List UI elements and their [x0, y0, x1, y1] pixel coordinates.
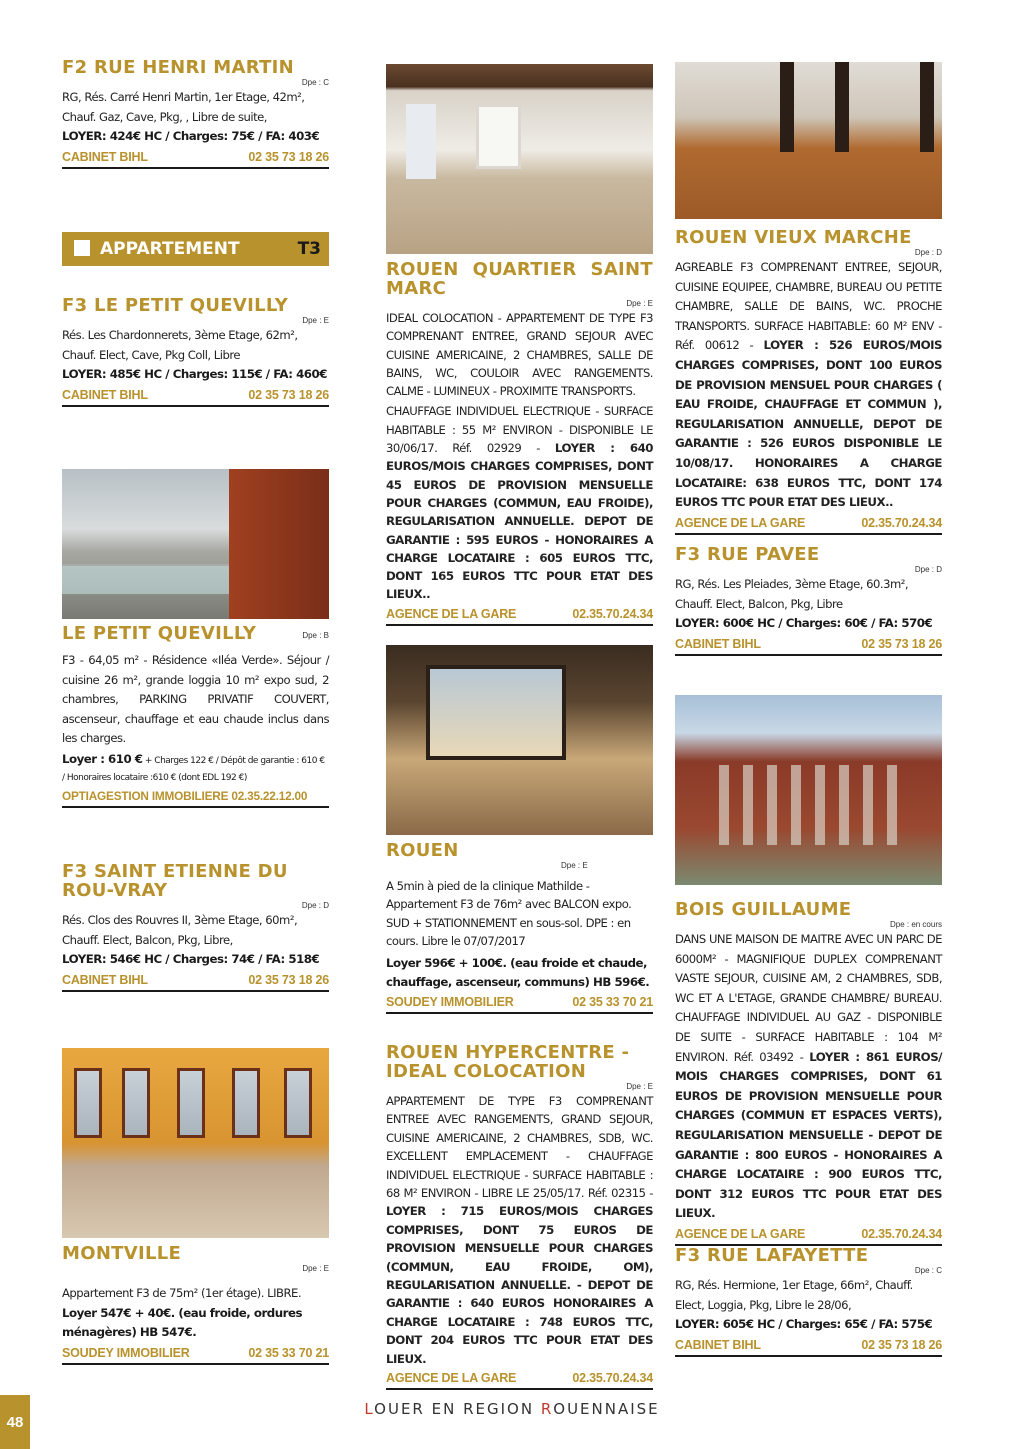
dpe-label: Dpe : E: [626, 299, 653, 308]
listing-price: LOYER : 715 EUROS/MOIS CHARGES COMPRISES, DONT 75 EUROS DE PROVISION MENSUELLE POUR CHARGES (COMMUN, EAU FROIDE, OM), REGULARISATION ANNUELLE. - DEPOT DE GARANTIE : 640 EUROS HONORAIRES A CHARGE LOCATAIRE : 748 EUROS TTC, DONT 204 EUROS TTC POUR ETAT DES LIEUX.: [386, 1204, 653, 1366]
listing-title: F3 RUE LAFAYETTE: [675, 1245, 869, 1266]
listing-price: LOYER: 546€ HC / Charges: 74€ / FA: 518€: [62, 952, 320, 967]
photo-window: [284, 1068, 312, 1138]
agency-name: AGENCE DE LA GARE: [675, 1226, 806, 1241]
dpe-label: Dpe : D: [914, 248, 942, 257]
agency-name: CABINET BIHL: [675, 636, 761, 651]
listing-bois-guillaume: [675, 900, 942, 1246]
photo-railing: [62, 564, 232, 594]
photo-window: [122, 1068, 150, 1138]
listing-description: IDEAL COLOCATION - APPARTEMENT DE TYPE F3 COMPRENANT ENTREE, GRAND SEJOUR AVEC CUISINE AMERICAINE, 2 CHAMBRES, SALLE DE BAINS, WC, COULOIR AVEC RANGEMENTS. CALME - LUMINEUX - PROXIMITE TRANSPORTS.: [386, 311, 653, 399]
dpe-label: Dpe : E: [561, 861, 588, 870]
footer-initial-l: L: [364, 1400, 375, 1418]
listing-description: RG, Rés. Carré Henri Martin, 1er Etage, 42m², Chauf. Gaz, Cave, Pkg, , Libre de suite,: [62, 90, 305, 124]
photo-window: [426, 665, 566, 760]
dpe-label: Dpe : D: [914, 565, 942, 574]
listing-description: RG, Rés. Hermione, 1er Etage, 66m², Chauff. Elect, Loggia, Pkg, Libre le 28/06,: [675, 1278, 913, 1312]
photo-window: [476, 104, 521, 169]
listing-contact: [62, 788, 329, 808]
listing-title: MONTVILLE: [62, 1243, 182, 1264]
listing-price: LOYER: 424€ HC / Charges: 75€ / FA: 403€: [62, 129, 320, 144]
agency-phone: 02 35 73 18 26: [248, 972, 329, 987]
listing-price: Loyer 596€ + 100€. (eau froide et chaude, chauffage, ascenseur, communs) HB 596€.: [386, 956, 650, 990]
listing-f3-rue-lafayette: [675, 1246, 942, 1357]
listing-title: ROUEN: [386, 840, 459, 861]
listing-description: Rés. Clos des Rouvres II, 3ème Etage, 60m², Chauff. Elect, Balcon, Pkg, Libre,: [62, 913, 298, 947]
page-number: 48: [0, 1395, 30, 1449]
dpe-label: Dpe : D: [301, 901, 329, 910]
photo-beam: [920, 62, 934, 152]
agency-phone: 02.35.70.24.34: [861, 1226, 942, 1241]
agency-phone: 02.35.70.24.34: [572, 606, 653, 621]
listing-rouen-saint-marc: [386, 260, 653, 626]
listing-description: Appartement F3 de 75m² (1er étage). LIBRE.: [62, 1286, 302, 1300]
listing-f3-rue-pavee: [675, 545, 942, 656]
section-type: T3: [297, 239, 321, 259]
footer-initial-r: R: [540, 1400, 554, 1418]
dpe-label: Dpe : B: [302, 631, 329, 640]
listing-description-2: [386, 402, 653, 603]
price-details: + Charges 122 € / Dépôt de garantie : 610 € / Honoraires locataire :610 € (dont EDL 192 €): [62, 755, 325, 783]
agency-name: CABINET BIHL: [62, 972, 148, 987]
description-text: AGREABLE F3 COMPRENANT ENTREE, SEJOUR, CUISINE EQUIPEE, CHAMBRE, BUREAU OU PETITE CHAMBRE, SALLE DE BAINS, WC. PROCHE TRANSPORTS. SURFACE HABITABLE: 60 M² ENV - Réf. 00612 -: [675, 260, 942, 353]
agency-phone: 02 35 73 18 26: [861, 1337, 942, 1352]
listing-price: LOYER: 600€ HC / Charges: 60€ / FA: 570€: [675, 616, 933, 631]
listing-contact: [62, 387, 329, 407]
listing-montville: [62, 1244, 329, 1365]
listing-rouen-vieux-marche: [675, 228, 942, 535]
dpe-label: Dpe : C: [914, 1266, 942, 1275]
dpe-label: Dpe : en cours: [889, 920, 942, 929]
agency-phone: 02.35.70.24.34: [861, 515, 942, 530]
agency-name: OPTIAGESTION IMMOBILIERE 02.35.22.12.00: [62, 788, 308, 803]
section-bar: [62, 232, 329, 266]
square-icon: [74, 240, 90, 256]
agency-phone: 02 35 73 18 26: [248, 387, 329, 402]
listing-contact: [62, 972, 329, 992]
listing-description: F3 - 64,05 m² - Résidence «Iléa Verde». Séjour / cuisine 26 m², grande loggia 10 m² expo sud, 2 chambres, PARKING PRIVATIF COUVERT, ascenseur, chauffage et eau chaude inclus dans les charges.: [62, 653, 329, 746]
listing-price: [62, 752, 329, 786]
agency-phone: 02 35 73 18 26: [248, 149, 329, 164]
listing-price: LOYER : 526 EUROS/MOIS CHARGES COMPRISES, DONT 100 EUROS DE PROVISION MENSUEL POUR CHARGES ( EAU FROIDE, CHAUFFAGE ET COMMUN ), REGULARISATION ANNUELLE, DEPOT DE GARANTIE : 526 EUROS DISPONIBLE LE 10/08/17. HONORAIRES A CHARGE LOCATAIRE: 638 EUROS TTC, DONT 174 EUROS TTC POUR ETAT DES LIEUX..: [675, 338, 943, 510]
listing-price: LOYER : 861 EUROS/ MOIS CHARGES COMPRISES, DONT 61 EUROS DE PROVISION MENSUELLE POUR CHARGES (COMMUN ET ESPACES VERTS), REGULARISATION MENSUELLE - DEPOT DE GARANTIE : 800 EUROS - HONORAIRES A CHARGE LOCATAIRE : 900 EUROS TTC, DONT 312 EUROS TTC POUR ETAT DES LIEUX.: [675, 1049, 942, 1221]
agency-name: SOUDEY IMMOBILIER: [62, 1345, 190, 1360]
listing-description: Rés. Les Chardonnerets, 3ème Etage, 62m², Chauf. Elect, Cave, Pkg Coll, Libre: [62, 328, 298, 362]
agency-name: AGENCE DE LA GARE: [386, 606, 517, 621]
description-text: DANS UNE MAISON DE MAITRE AVEC UN PARC DE 6000M² - MAGNIFIQUE DUPLEX COMPRENANT VASTE SEJOUR, CUISINE AM, 2 CHAMBRES, SDB, WC ET A L'ETAGE, GRANDE CHAMBRE/ BUREAU. CHAUFFAGE INDIVIDUEL AU GAZ - DISPONIBLE DE SUITE - SURFACE HABITABLE : 104 M² ENVIRON. Réf. 03492 -: [675, 932, 942, 1064]
listing-rouen: [386, 841, 653, 1014]
agency-phone: 02.35.70.24.34: [572, 1371, 653, 1386]
listing-contact: [675, 636, 942, 656]
listing-price: Loyer 547€ + 40€. (eau froide, ordures ménagères) HB 547€.: [62, 1305, 302, 1340]
photo-window: [406, 104, 436, 179]
listing-title: ROUEN VIEUX MARCHE: [675, 227, 912, 248]
listing-title: F3 LE PETIT QUEVILLY: [62, 295, 289, 316]
dpe-label: Dpe : C: [301, 78, 329, 87]
listing-le-petit-quevilly: [62, 624, 329, 808]
listing-contact: [675, 1337, 942, 1357]
photo-window: [74, 1068, 102, 1138]
listing-title: F3 SAINT ETIENNE DU ROU-VRAY: [62, 861, 288, 901]
listing-description: A 5min à pied de la clinique Mathilde -Appartement F3 de 76m² avec BALCON expo. SUD + STATIONNEMENT en sous-sol. DPE : en cours. Libre le 07/07/2017: [386, 879, 632, 948]
agency-phone: 02 35 33 70 21: [572, 995, 653, 1010]
listing-f3-saint-etienne: [62, 862, 329, 992]
agency-name: CABINET BIHL: [62, 387, 148, 402]
listing-title: F2 RUE HENRI MARTIN: [62, 57, 295, 78]
listing-description: [386, 1092, 653, 1368]
photo-beam: [835, 62, 849, 152]
description-text: APPARTEMENT DE TYPE F3 COMPRENANT ENTREE AVEC RANGEMENTS, GRAND SEJOUR, CUISINE AMERICAINE, 2 CHAMBRES, SDB, WC. EXCELLENT EMPLACEMENT - CHAUFFAGE INDIVIDUEL ELECTRIQUE - SURFACE HABITABLE : 68 M² ENVIRON - LIBRE LE 25/05/17. Réf. 02315 -: [386, 1094, 653, 1201]
listing-f2-henri-martin: [62, 58, 329, 169]
listing-contact: [62, 1345, 329, 1365]
photo-bois-guillaume: [675, 695, 942, 885]
agency-name: CABINET BIHL: [675, 1337, 761, 1352]
agency-name: AGENCE DE LA GARE: [386, 1371, 517, 1386]
photo-window: [177, 1068, 205, 1138]
listing-title: ROUEN QUARTIER SAINT MARC: [386, 259, 653, 299]
photo-rouen: [386, 645, 653, 835]
listing-description: RG, Rés. Les Pleiades, 3ème Etage, 60.3m², Chauff. Elect, Balcon, Pkg, Libre: [675, 577, 909, 611]
listing-description: [675, 930, 942, 1224]
listing-contact: [386, 1370, 653, 1390]
listing-price: LOYER: 605€ HC / Charges: 65€ / FA: 575€: [675, 1317, 933, 1332]
listing-contact: [386, 606, 653, 626]
photo-loggia: [62, 469, 329, 619]
agency-phone: 02 35 33 70 21: [248, 1345, 329, 1360]
listing-title: ROUEN HYPERCENTRE - IDEAL COLOCATION: [386, 1042, 630, 1082]
photo-beam: [780, 62, 794, 152]
listing-description: [675, 258, 942, 513]
listing-title: BOIS GUILLAUME: [675, 899, 852, 920]
photo-windows: [705, 765, 905, 845]
section-label-wrap: [74, 239, 240, 259]
agency-phone: 02 35 73 18 26: [861, 636, 942, 651]
section-label: APPARTEMENT: [100, 239, 240, 259]
listing-rouen-hypercentre: [386, 1043, 653, 1390]
footer-text-1: OUER EN REGION: [374, 1400, 541, 1418]
dpe-label: Dpe : E: [302, 316, 329, 325]
listing-contact: [675, 1226, 942, 1246]
price-main: Loyer : 610 €: [62, 751, 143, 766]
description-text: CHAUFFAGE INDIVIDUEL ELECTRIQUE - SURFACE HABITABLE : 55 M² ENVIRON - DISPONIBLE LE 30/06/17. Réf. 02929 -: [386, 404, 653, 456]
photo-window: [232, 1068, 260, 1138]
listing-price: LOYER : 640 EUROS/MOIS CHARGES COMPRISES, DONT 45 EUROS DE PROVISION MENSUELLE POUR CHARGES (COMMUN, EAU FROIDE), REGULARISATION ANNUELLE. DEPOT DE GARANTIE : 595 EUROS - HONORAIRES A CHARGE LOCATAIRE : 605 EUROS TTC, DONT 165 EUROS TTC POUR ETAT DES LIEUX..: [386, 441, 653, 602]
listing-contact: [62, 149, 329, 169]
dpe-label: Dpe : E: [626, 1082, 653, 1091]
photo-vieux-marche: [675, 62, 942, 219]
listing-price: LOYER: 485€ HC / Charges: 115€ / FA: 460€: [62, 367, 327, 382]
agency-name: AGENCE DE LA GARE: [675, 515, 806, 530]
agency-name: CABINET BIHL: [62, 149, 148, 164]
page-footer: [0, 1400, 1024, 1418]
agency-name: SOUDEY IMMOBILIER: [386, 995, 514, 1010]
dpe-label: Dpe : E: [302, 1264, 329, 1273]
photo-saint-marc: [386, 64, 653, 254]
photo-montville: [62, 1048, 329, 1238]
photo-wall: [229, 469, 329, 619]
listing-contact: [675, 515, 942, 535]
listing-f3-petit-quevilly: [62, 296, 329, 407]
listing-contact: [386, 994, 653, 1014]
listing-title: LE PETIT QUEVILLY: [62, 623, 257, 644]
listing-title: F3 RUE PAVEE: [675, 544, 820, 565]
footer-text-2: OUENNAISE: [553, 1400, 660, 1418]
